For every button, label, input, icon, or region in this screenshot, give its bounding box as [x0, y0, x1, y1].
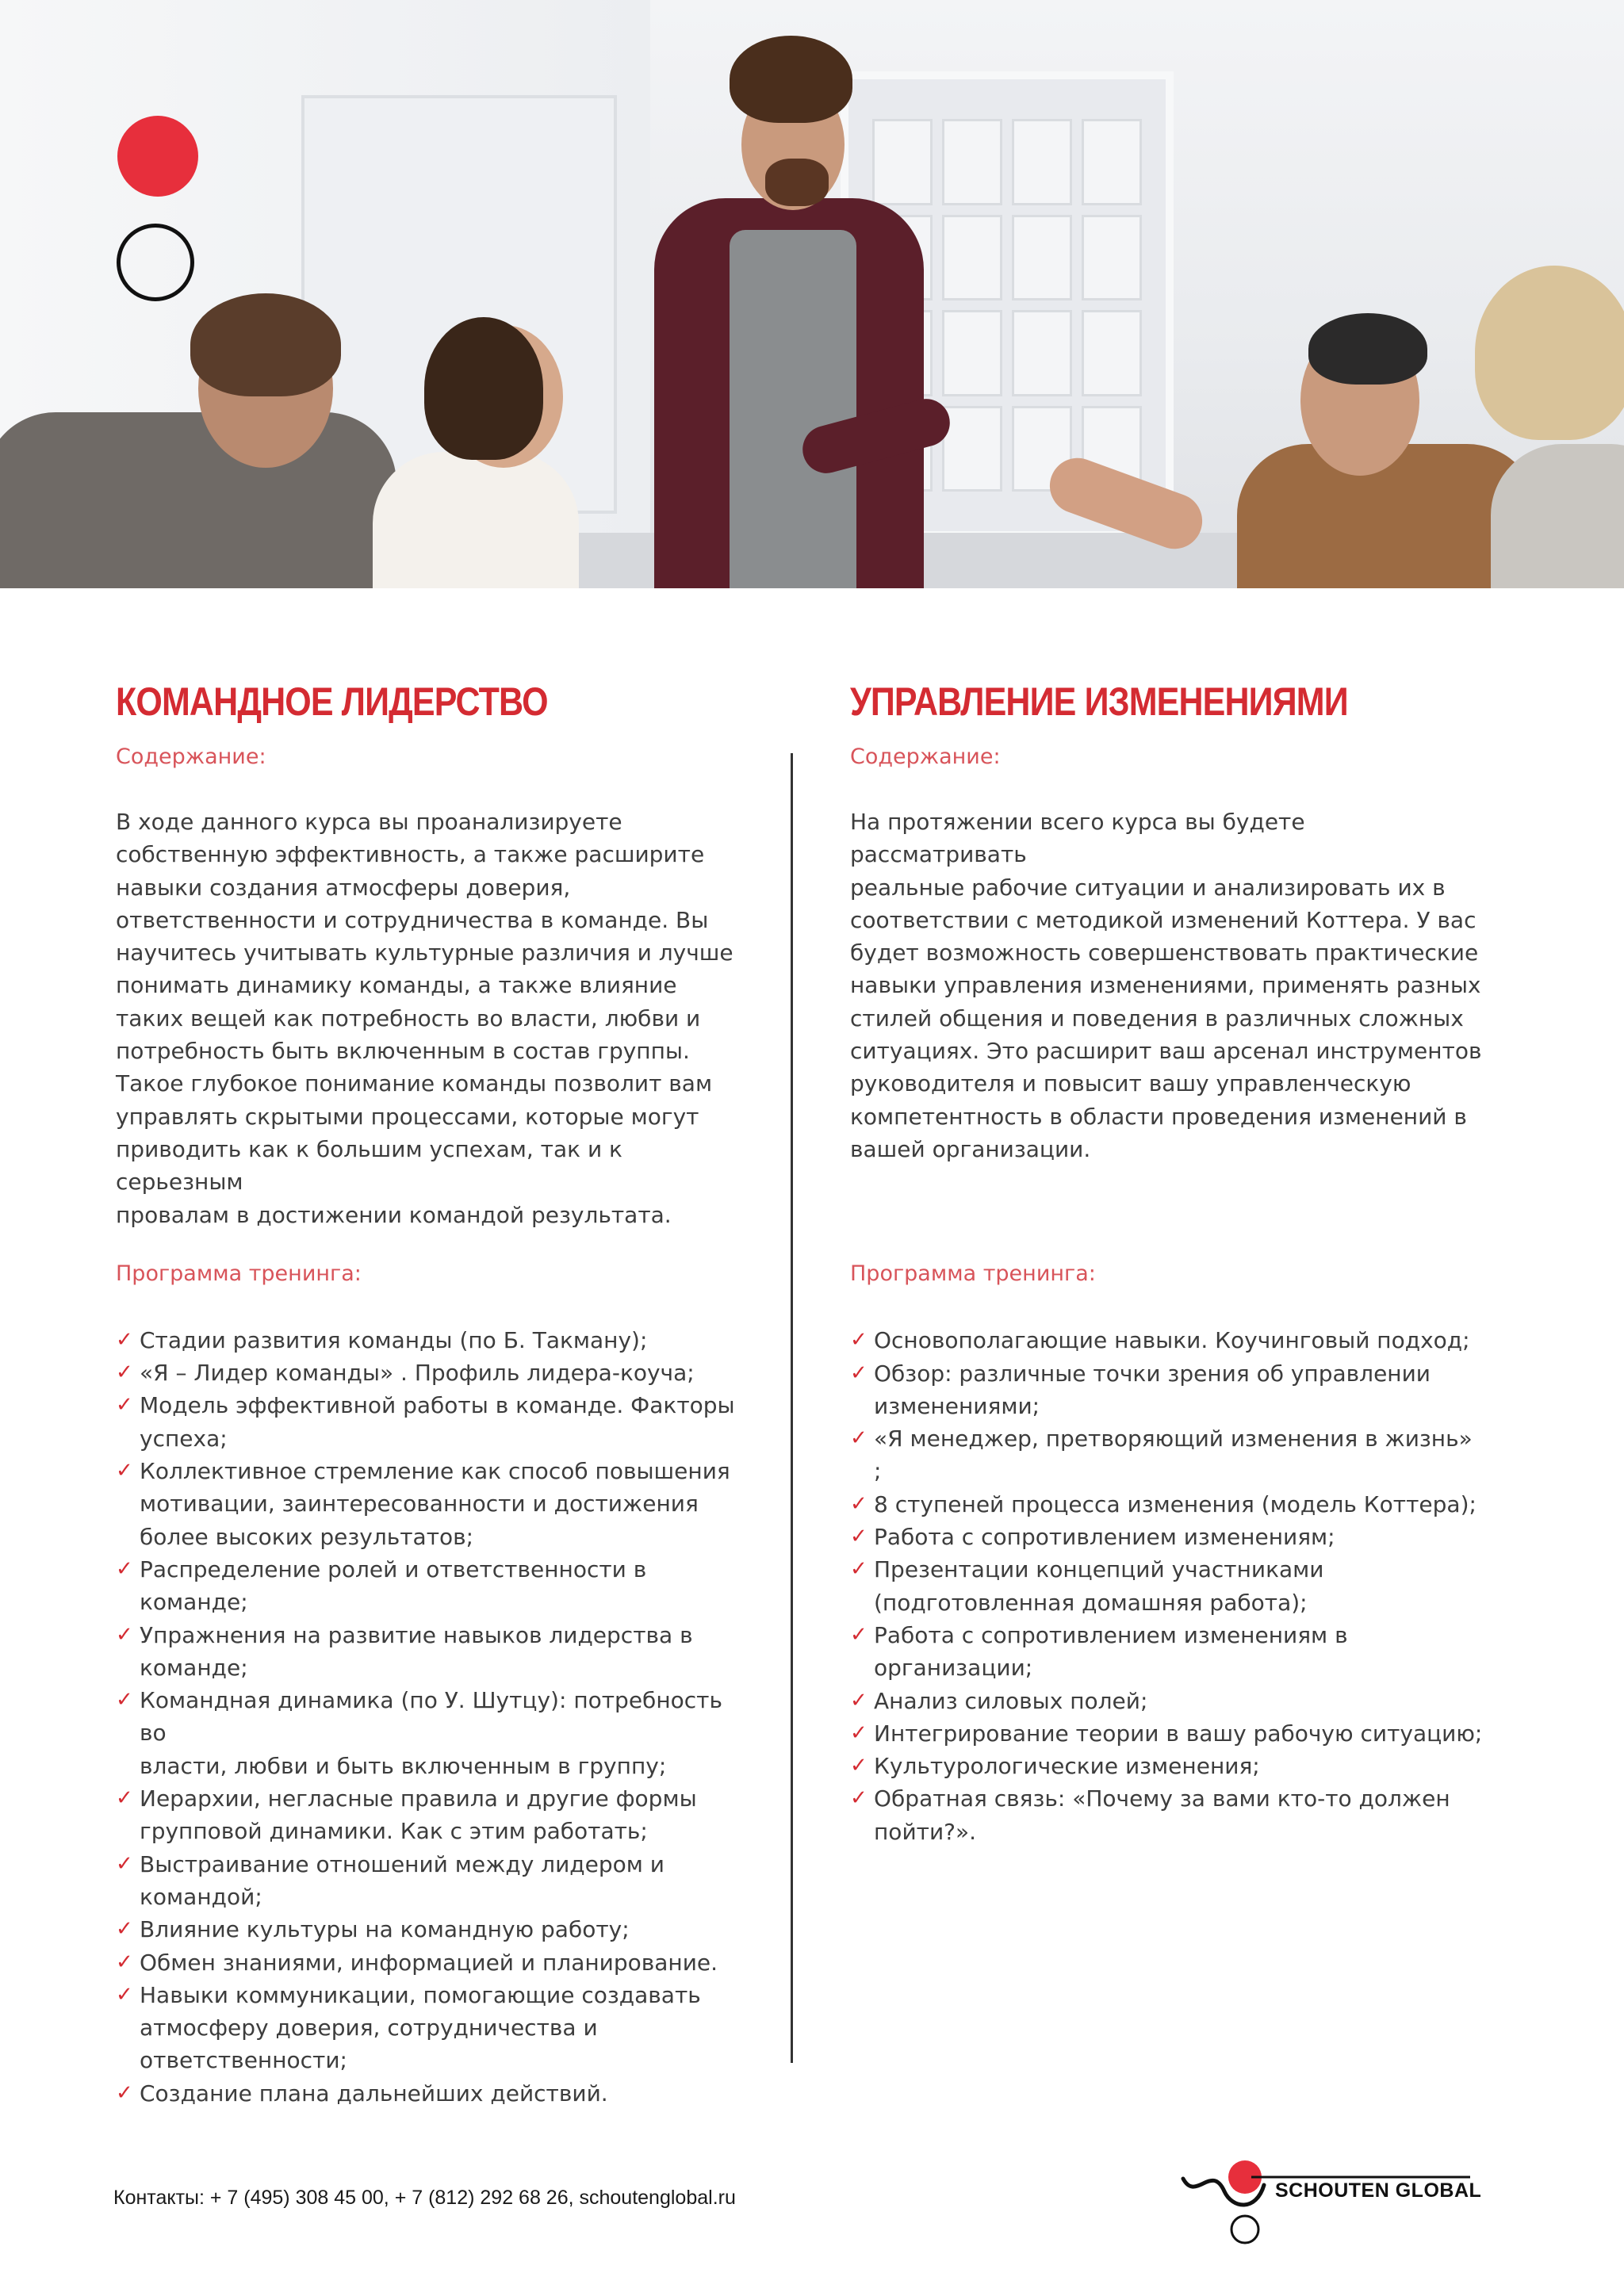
program-item-line: (подготовленная домашняя работа);: [874, 1589, 1308, 1616]
check-icon: ✓: [116, 1688, 133, 1712]
program-item-line: Командная динамика (по У. Шутцу): потребность во: [140, 1687, 722, 1747]
check-icon: ✓: [116, 1360, 133, 1385]
check-icon: ✓: [116, 1459, 133, 1483]
right-content-label: Содержание:: [850, 744, 1001, 769]
program-item-line: Навыки коммуникации, помогающие создавать: [140, 1981, 701, 2008]
left-title: КОМАНДНОЕ ЛИДЕРСТВО: [116, 679, 548, 724]
program-item-line: Создание плана дальнейших действий.: [140, 2080, 608, 2107]
program-item: [116, 1389, 750, 1455]
program-item-line: Упражнения на развитие навыков лидерства в: [140, 1621, 693, 1648]
check-icon: ✓: [850, 1491, 868, 1516]
program-item-line: Работа с сопротивлением изменениям;: [874, 1524, 1335, 1551]
program-item-line: Коллективное стремление как способ повышения: [140, 1458, 730, 1485]
program-item-line: Работа с сопротивлением изменениям в: [874, 1621, 1348, 1648]
check-icon: ✓: [116, 1622, 133, 1647]
content-line: научитесь учитывать культурные различия и лучше: [116, 939, 733, 966]
program-item: [850, 1782, 1484, 1848]
program-item-line: успеха;: [140, 1425, 228, 1452]
program-item-line: атмосферу доверия, сотрудничества и: [140, 2015, 598, 2042]
left-program-list: [116, 1324, 750, 2110]
program-item-line: командой;: [140, 1883, 262, 1910]
program-item-line: мотивации, заинтересованности и достижения: [140, 1490, 699, 1517]
check-icon: ✓: [116, 2080, 133, 2105]
check-icon: ✓: [850, 1525, 868, 1549]
program-item-line: Интегрирование теории в вашу рабочую ситуацию;: [874, 1720, 1483, 1747]
content-line: реальные рабочие ситуации и анализировать их в: [850, 874, 1446, 901]
program-item: [850, 1717, 1484, 1750]
check-icon: ✓: [116, 1327, 133, 1352]
content-line: понимать динамику команды, а также влияние: [116, 972, 677, 999]
program-item: [116, 1553, 750, 1619]
content-line: навыки создания атмосферы доверия,: [116, 874, 571, 901]
program-item-line: организации;: [874, 1655, 1033, 1682]
content-line: компетентность в области проведения изменений в: [850, 1103, 1467, 1130]
program-item-line: ответственности;: [140, 2047, 347, 2074]
column-divider: [791, 753, 793, 2063]
program-item: [116, 1782, 750, 1848]
content-line: таких вещей как потребность во власти, любви и: [116, 1004, 701, 1031]
left-column: [116, 674, 750, 2110]
check-icon: ✓: [116, 1786, 133, 1811]
hero-photo: [0, 0, 1624, 588]
program-item: [850, 1521, 1484, 1553]
program-item-line: команде;: [140, 1589, 248, 1616]
check-icon: ✓: [116, 1950, 133, 1974]
program-item-line: Иерархии, негласные правила и другие формы: [140, 1785, 697, 1812]
program-item: [850, 1750, 1484, 1782]
program-item: [850, 1357, 1484, 1423]
check-icon: ✓: [116, 1917, 133, 1942]
program-item: [850, 1422, 1484, 1488]
program-item-line: Основополагающие навыки. Коучинговый подход;: [874, 1327, 1470, 1354]
content-line: навыки управления изменениями, применять разных: [850, 972, 1481, 999]
logo-mark-icon: [1180, 2155, 1473, 2250]
check-icon: ✓: [850, 1360, 868, 1385]
program-item: [116, 1619, 750, 1685]
content-line: руководителя и повысит вашу управленческую: [850, 1070, 1411, 1097]
check-icon: ✓: [116, 1393, 133, 1418]
check-icon: ✓: [850, 1754, 868, 1778]
right-title: УПРАВЛЕНИЕ ИЗМЕНЕНИЯМИ: [850, 679, 1348, 724]
program-item-line: команде;: [140, 1654, 248, 1681]
check-icon: ✓: [850, 1786, 868, 1811]
program-item: [116, 1357, 750, 1389]
program-item: [116, 1455, 750, 1553]
program-item-line: Обратная связь: «Почему за вами кто-то должен: [874, 1785, 1450, 1812]
right-content-text: [850, 806, 1484, 1165]
program-item: [116, 1684, 750, 1782]
program-item: [116, 1979, 750, 2077]
check-icon: ✓: [850, 1720, 868, 1745]
content-line: собственную эффективность, а также расширите: [116, 841, 705, 868]
check-icon: ✓: [116, 1982, 133, 2007]
schouten-global-logo: [1180, 2155, 1482, 2250]
program-item-line: Анализ силовых полей;: [874, 1687, 1148, 1714]
content-line: Такое глубокое понимание команды позволит вам: [116, 1070, 713, 1097]
content-line: вашей организации.: [850, 1135, 1091, 1162]
check-icon: ✓: [850, 1688, 868, 1712]
logo-text: SCHOUTEN GLOBAL: [1275, 2179, 1482, 2202]
program-item-line: «Я – Лидер команды» . Профиль лидера-коуча;: [140, 1360, 695, 1387]
program-item: [850, 1685, 1484, 1717]
content-line: будет возможность совершенствовать практические: [850, 939, 1479, 966]
program-item-line: Стадии развития команды (по Б. Такману);: [140, 1326, 648, 1353]
check-icon: ✓: [850, 1622, 868, 1647]
program-item: [116, 1324, 750, 1357]
content-line: ответственности и сотрудничества в команде. Вы: [116, 906, 709, 933]
content-line: В ходе данного курса вы проанализируете: [116, 809, 622, 835]
content-line: На протяжении всего курса вы будете рассматривать: [850, 809, 1305, 868]
left-program-label: Программа тренинга:: [116, 1261, 362, 1286]
right-program-label: Программа тренинга:: [850, 1261, 1096, 1287]
content-line: потребность быть включенным в состав группы.: [116, 1038, 690, 1065]
program-item: [850, 1488, 1484, 1521]
check-icon: ✓: [850, 1328, 868, 1353]
program-item-line: Обзор: различные точки зрения об управлении: [874, 1360, 1431, 1387]
program-item-line: «Я менеджер, претворяющий изменения в жизнь» ;: [874, 1425, 1473, 1485]
program-item: [116, 1913, 750, 1946]
program-item: [850, 1619, 1484, 1685]
program-item-line: Влияние культуры на командную работу;: [140, 1916, 630, 1943]
program-item-line: Обмен знаниями, информацией и планирование.: [140, 1949, 718, 1976]
program-item: [116, 1848, 750, 1914]
content-line: соответствии с методикой изменений Коттера. У вас: [850, 906, 1477, 933]
program-item-line: власти, любви и быть включенным в группу;: [140, 1752, 667, 1779]
program-item-line: Распределение ролей и ответственности в: [140, 1556, 647, 1582]
program-item-line: групповой динамики. Как с этим работать;: [140, 1818, 648, 1845]
check-icon: ✓: [850, 1557, 868, 1582]
red-circle-icon: [117, 116, 198, 197]
program-item: [850, 1553, 1484, 1619]
content-line: приводить как к большим успехам, так и к серьезным: [116, 1135, 622, 1196]
left-content-text: [116, 806, 750, 1231]
content-line: стилей общения и поведения в различных сложных: [850, 1004, 1464, 1031]
program-item-line: изменениями;: [874, 1392, 1040, 1419]
content-line: управлять скрытыми процессами, которые могут: [116, 1103, 699, 1130]
program-item-line: Культурологические изменения;: [874, 1753, 1260, 1780]
program-item-line: Презентации концепций участниками: [874, 1556, 1324, 1583]
check-icon: ✓: [850, 1426, 868, 1451]
program-item: [850, 1324, 1484, 1357]
program-item-line: 8 ступеней процесса изменения (модель Коттера);: [874, 1490, 1477, 1517]
program-item-line: Модель эффективной работы в команде. Факторы: [140, 1392, 735, 1419]
ring-circle-icon: [117, 224, 194, 301]
contacts-line: Контакты: + 7 (495) 308 45 00, + 7 (812) 292 68 26, schoutenglobal.ru: [113, 2187, 736, 2209]
program-item-line: Выстраивание отношений между лидером и: [140, 1850, 665, 1877]
right-column: [850, 674, 1484, 1848]
program-item-line: более высоких результатов;: [140, 1523, 474, 1550]
check-icon: ✓: [116, 1556, 133, 1581]
content-line: ситуациях. Это расширит ваш арсенал инструментов: [850, 1038, 1482, 1065]
program-item-line: пойти?».: [874, 1818, 977, 1845]
right-program-list: [850, 1324, 1484, 1848]
left-content-label: Содержание:: [116, 744, 266, 769]
program-item: [116, 2077, 750, 2110]
content-line: провалам в достижении командой результата.: [116, 1201, 672, 1228]
program-item: [116, 1946, 750, 1979]
check-icon: ✓: [116, 1851, 133, 1876]
